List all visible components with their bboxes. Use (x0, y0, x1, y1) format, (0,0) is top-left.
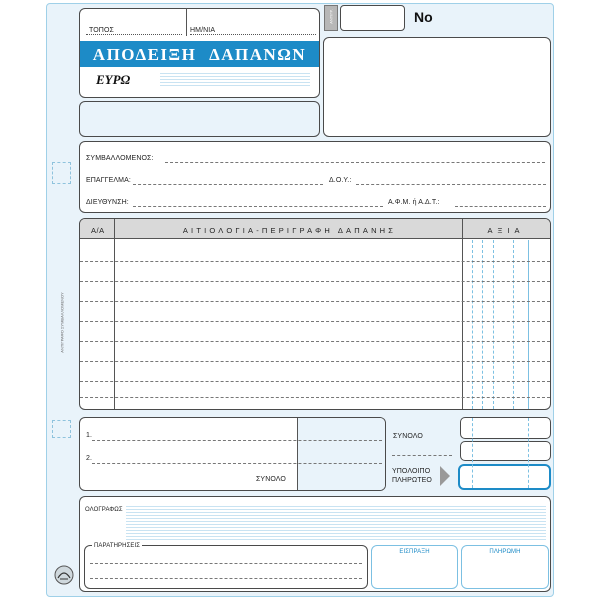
number-label: Νο (414, 9, 433, 25)
subtotal-label: ΣΥΝΟΛΟ (256, 476, 286, 483)
table-row[interactable] (80, 261, 550, 262)
place-field[interactable] (86, 34, 182, 35)
payment-label: ΠΛΗΡΩΜΗ (489, 549, 521, 555)
total-divider (392, 455, 452, 456)
profession-field[interactable] (133, 184, 323, 185)
copy-tab-text: ΑΝΤΙΓΡ. (328, 9, 334, 24)
table-row[interactable] (80, 301, 550, 302)
table-row[interactable] (80, 361, 550, 362)
table-row[interactable] (80, 341, 550, 342)
publisher-logo-icon (53, 564, 75, 586)
afm-label: Α.Φ.Μ. ή Α.Δ.Τ.: (388, 199, 440, 206)
parties-box (79, 141, 551, 213)
header-divider (186, 8, 187, 36)
collection-label: ΕΙΣΠΡΑΞΗ (399, 549, 430, 555)
value-subcol-5 (528, 240, 529, 409)
tax-office-label: Δ.Ο.Υ.: (329, 177, 352, 184)
total-label: ΣΥΝΟΛΟ (393, 433, 423, 440)
tax-office-field[interactable] (356, 184, 546, 185)
value-subcol-4 (513, 240, 514, 409)
total-box-2[interactable] (460, 441, 551, 461)
value-subcol-1 (472, 240, 473, 409)
date-label: ΗΜ/ΝΙΑ (190, 27, 216, 34)
remarks-line-1[interactable] (90, 563, 362, 564)
total-subcol (528, 418, 529, 488)
total-line-2-label: 2. (86, 455, 93, 462)
header-right-box[interactable] (323, 37, 551, 137)
total-line-1[interactable] (92, 440, 382, 441)
afm-field[interactable] (455, 206, 546, 207)
in-words-label: ΟΛΟΓΡΑΦΩΣ (85, 507, 123, 513)
in-words-field[interactable] (126, 504, 546, 540)
table-row[interactable] (80, 281, 550, 282)
table-row[interactable] (80, 397, 550, 398)
contractor-field[interactable] (165, 162, 545, 163)
col-description-header: ΑΙΤΙΟΛΟΓΙΑ-ΠΕΡΙΓΡΑΦΗ ΔΑΠΑΝΗΣ (182, 226, 397, 235)
arrow-icon (440, 466, 450, 486)
currency-label: ΕΥΡΩ (96, 72, 131, 87)
remarks-label: ΠΑΡΑΤΗΡΗΣΕΙΣ (94, 543, 141, 549)
table-row[interactable] (80, 381, 550, 382)
remarks-line-2[interactable] (90, 578, 362, 579)
contractor-label: ΣΥΜΒΑΛΛΟΜΕΝΟΣ: (86, 155, 154, 162)
address-label: ΔΙΕΥΘΥΝΣΗ: (86, 199, 129, 206)
margin-marker-top (52, 162, 71, 184)
value-subcol-2 (482, 240, 483, 409)
total-line-1-label: 1. (86, 432, 93, 439)
place-label: ΤΟΠΟΣ (89, 27, 114, 34)
col-value-header: ΑΞΙΑ (487, 226, 525, 235)
number-box[interactable] (340, 5, 405, 31)
currency-hatch (160, 73, 310, 86)
address-field[interactable] (133, 206, 383, 207)
header-extra-box[interactable] (79, 101, 320, 137)
total-subcol (472, 418, 473, 488)
date-field[interactable] (190, 34, 316, 35)
col-aa-header: Α/Α (91, 226, 105, 235)
total-box-1[interactable] (460, 417, 551, 439)
subtotal-shaded (297, 418, 385, 490)
balance-label: ΥΠΟΛΟΙΠΟ ΠΛΗΡΩΤΕΟ (392, 468, 432, 484)
document-title: ΑΠΟΔΕΙΞΗ ΔΑΠΑΝΩΝ (92, 45, 307, 64)
profession-label: ΕΠΑΓΓΕΛΜΑ: (86, 177, 131, 184)
total-line-2[interactable] (92, 463, 382, 464)
table-row[interactable] (80, 321, 550, 322)
remarks-box (84, 545, 368, 589)
margin-marker-bottom (52, 420, 71, 438)
margin-vertical-text: ΑΝΤΙΓΡΑΦΟ ΣΥΜΒΑΛΛΟΜΕΝΟΥ (59, 292, 65, 353)
value-subcol-3 (493, 240, 494, 409)
